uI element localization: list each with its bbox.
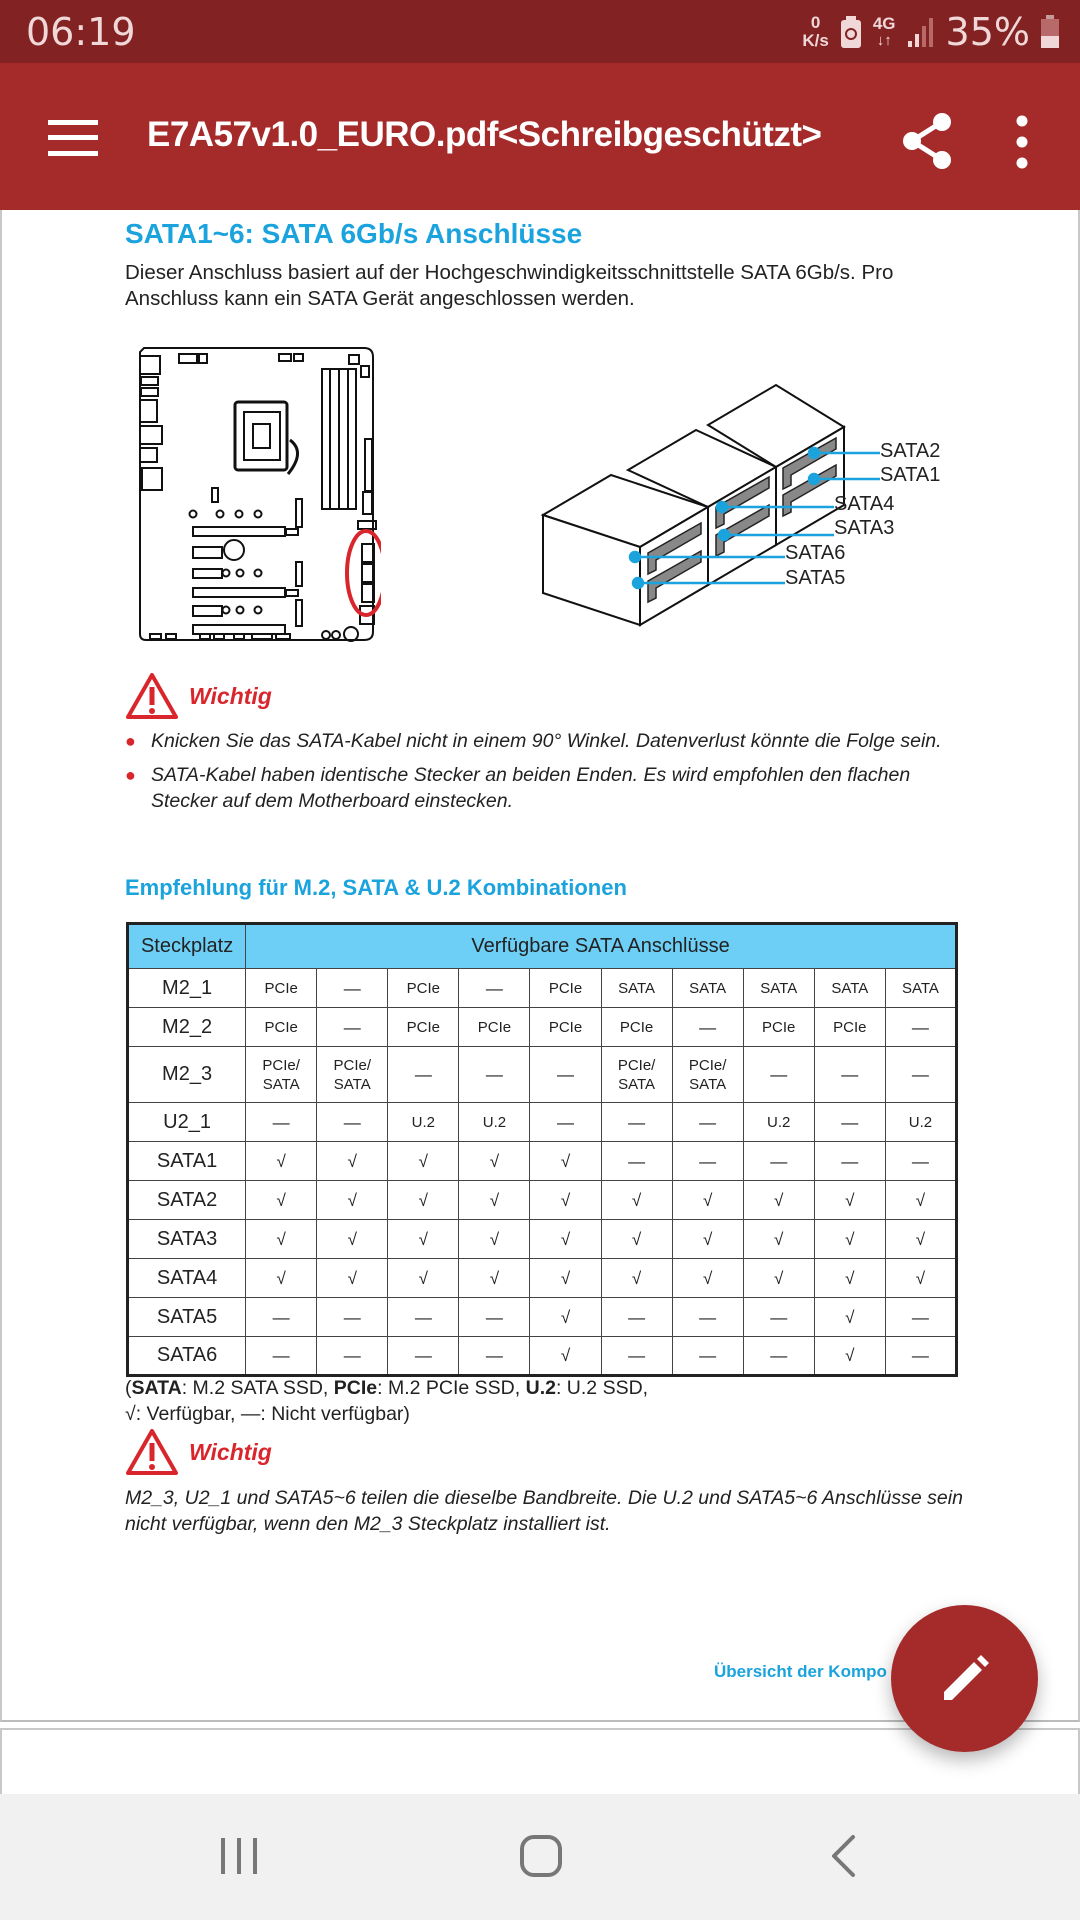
slot-name: SATA3 — [128, 1220, 246, 1259]
legend-pcie-key: PCIe — [333, 1377, 378, 1399]
table-cell: — — [885, 1298, 956, 1337]
table-cell: √ — [743, 1220, 814, 1259]
table-cell: √ — [530, 1181, 601, 1220]
section-heading: SATA1~6: SATA 6Gb/s Anschlüsse — [125, 218, 583, 249]
table-cell: PCIe — [814, 1008, 885, 1047]
slot-name: SATA2 — [128, 1181, 246, 1220]
back-icon — [829, 1834, 859, 1878]
label-sata2: SATA2 — [880, 440, 941, 462]
label-sata3: SATA3 — [834, 517, 895, 539]
header-ports: Verfügbare SATA Anschlüsse — [246, 924, 957, 969]
table-body — [128, 969, 957, 1376]
status-bar — [0, 0, 1080, 63]
table-cell: √ — [743, 1181, 814, 1220]
table-cell: — — [601, 1337, 672, 1376]
table-cell: √ — [885, 1220, 956, 1259]
hamburger-menu-icon[interactable] — [48, 120, 98, 156]
table-cell: — — [814, 1142, 885, 1181]
share-icon[interactable] — [900, 112, 954, 170]
table-cell: √ — [388, 1220, 459, 1259]
table-row — [128, 1142, 957, 1181]
warning-label: Wichtig — [189, 682, 272, 709]
table-cell: √ — [885, 1259, 956, 1298]
legend-line-2: √: Verfügbar, —: Nicht verfügbar) — [125, 1403, 410, 1425]
table-cell: — — [885, 1047, 956, 1103]
slot-name: SATA4 — [128, 1259, 246, 1298]
table-cell: √ — [388, 1181, 459, 1220]
table-cell: — — [885, 1142, 956, 1181]
table-cell: — — [885, 1337, 956, 1376]
table-cell: — — [317, 1298, 388, 1337]
table-cell: √ — [814, 1298, 885, 1337]
data-arrows: ↓↑ — [876, 32, 892, 49]
table-cell: √ — [601, 1259, 672, 1298]
table-cell: PCIe/ SATA — [317, 1047, 388, 1103]
warning-2-text: M2_3, U2_1 und SATA5~6 teilen die dieselbe Bandbreite. Die U.2 und SATA5~6 Anschlüsse sein nicht verfügbar, wenn den M2_3 Steckplatz installiert ist. — [125, 1487, 963, 1535]
table-cell: — — [246, 1337, 317, 1376]
table-cell: — — [743, 1337, 814, 1376]
table-cell: PCIe — [530, 1008, 601, 1047]
table-cell: √ — [459, 1142, 530, 1181]
table-cell: √ — [814, 1337, 885, 1376]
table-cell: √ — [246, 1259, 317, 1298]
page-footer-link[interactable]: Übersicht der Kompo — [714, 1662, 887, 1681]
warning-bullets — [125, 728, 965, 822]
bullet-dot: ● — [125, 731, 136, 751]
slot-name: SATA6 — [128, 1337, 246, 1376]
table-cell: — — [459, 969, 530, 1008]
table-cell: √ — [885, 1181, 956, 1220]
table-cell: — — [317, 1103, 388, 1142]
battery-icon — [1040, 14, 1060, 50]
home-icon — [518, 1833, 564, 1879]
net-speed-unit: K/s — [802, 31, 829, 50]
table-cell: — — [317, 1337, 388, 1376]
table-cell: — — [672, 1103, 743, 1142]
net-speed — [802, 14, 828, 50]
table-cell: PCIe — [601, 1008, 672, 1047]
table-cell: — — [459, 1298, 530, 1337]
table-cell: √ — [743, 1259, 814, 1298]
table-cell: — — [885, 1008, 956, 1047]
table-cell: — — [459, 1337, 530, 1376]
legend-line-1 — [125, 1375, 648, 1401]
home-button[interactable] — [501, 1824, 581, 1888]
combination-table — [126, 922, 958, 1377]
label-sata6: SATA6 — [785, 542, 846, 564]
net-speed-value: 0 — [810, 13, 821, 32]
table-cell: — — [246, 1103, 317, 1142]
table-cell: — — [672, 1298, 743, 1337]
table-cell: √ — [530, 1259, 601, 1298]
table-cell: √ — [601, 1181, 672, 1220]
back-button[interactable] — [804, 1824, 884, 1888]
warning-label: Wichtig — [189, 1438, 272, 1465]
table-cell: √ — [246, 1142, 317, 1181]
recents-icon — [217, 1836, 261, 1876]
table-cell: √ — [601, 1220, 672, 1259]
legend-paren: ( — [125, 1377, 132, 1399]
table-cell: √ — [246, 1181, 317, 1220]
legend-u2-desc: : U.2 SSD, — [555, 1377, 649, 1399]
motherboard-diagram — [136, 344, 381, 644]
label-sata4: SATA4 — [834, 493, 895, 515]
bullet-text: SATA-Kabel haben identische Stecker an beiden Enden. Es wird empfohlen den flachen Stecker auf dem Motherboard einstecken. — [151, 764, 911, 812]
slot-name: SATA5 — [128, 1298, 246, 1337]
warning-triangle-icon — [125, 672, 179, 720]
table-cell: √ — [530, 1337, 601, 1376]
status-icons — [802, 8, 1060, 56]
table-cell: √ — [672, 1181, 743, 1220]
table-cell: √ — [530, 1220, 601, 1259]
table-row — [128, 1298, 957, 1337]
table-cell: — — [743, 1298, 814, 1337]
table-cell: PCIe/ SATA — [601, 1047, 672, 1103]
table-cell: √ — [388, 1259, 459, 1298]
table-cell: √ — [459, 1220, 530, 1259]
table-cell: √ — [317, 1181, 388, 1220]
table-cell: — — [672, 1142, 743, 1181]
legend-pcie-desc: : M.2 PCIe SSD, — [377, 1377, 526, 1399]
table-cell: PCIe — [246, 1008, 317, 1047]
pdf-page[interactable] — [0, 210, 1080, 1722]
bullet-item — [125, 728, 965, 754]
table-cell: — — [388, 1298, 459, 1337]
table-cell: — — [530, 1103, 601, 1142]
table-cell: U.2 — [459, 1103, 530, 1142]
edit-pencil-icon — [938, 1652, 992, 1706]
table-cell: √ — [814, 1220, 885, 1259]
warning-block-1 — [125, 672, 272, 720]
table-cell: — — [601, 1142, 672, 1181]
table-cell: √ — [317, 1142, 388, 1181]
bullet-item — [125, 762, 965, 814]
table-cell: PCIe — [388, 1008, 459, 1047]
label-sata5: SATA5 — [785, 567, 846, 589]
data-saver-icon — [839, 14, 863, 50]
table-cell: √ — [317, 1220, 388, 1259]
table-cell: SATA — [814, 969, 885, 1008]
slot-name: U2_1 — [128, 1103, 246, 1142]
bullet-text: Knicken Sie das SATA-Kabel nicht in einem 90° Winkel. Datenverlust könnte die Folge sein. — [151, 730, 942, 752]
next-pdf-page[interactable] — [0, 1728, 1080, 1796]
battery-percent: 35% — [945, 10, 1030, 54]
table-cell: SATA — [743, 969, 814, 1008]
legend-u2-key: U.2 — [525, 1377, 556, 1399]
table-row — [128, 1103, 957, 1142]
table-cell: — — [317, 1008, 388, 1047]
label-sata1: SATA1 — [880, 464, 941, 486]
table-cell: √ — [317, 1259, 388, 1298]
document-title: E7A57v1.0_EURO.pdf<Schreibgeschützt> — [147, 115, 822, 154]
table-cell: — — [743, 1142, 814, 1181]
table-cell: PCIe/ SATA — [246, 1047, 317, 1103]
table-cell: √ — [388, 1142, 459, 1181]
table-row — [128, 1220, 957, 1259]
table-row — [128, 1337, 957, 1376]
table-cell: PCIe — [530, 969, 601, 1008]
table-cell: — — [814, 1047, 885, 1103]
table-cell: — — [814, 1103, 885, 1142]
table-row — [128, 1181, 957, 1220]
table-cell: √ — [459, 1259, 530, 1298]
table-cell: √ — [246, 1220, 317, 1259]
table-cell: — — [601, 1103, 672, 1142]
table-legend — [125, 1375, 648, 1427]
legend-sata-key: SATA — [131, 1377, 182, 1399]
table-cell: √ — [459, 1181, 530, 1220]
slot-name: M2_2 — [128, 1008, 246, 1047]
table-cell: — — [388, 1047, 459, 1103]
table-cell: √ — [530, 1298, 601, 1337]
table-cell: U.2 — [388, 1103, 459, 1142]
table-row — [128, 969, 957, 1008]
table-cell: PCIe — [388, 969, 459, 1008]
table-cell: — — [601, 1298, 672, 1337]
table-cell: — — [672, 1337, 743, 1376]
table-cell: U.2 — [743, 1103, 814, 1142]
table-cell: — — [743, 1047, 814, 1103]
table-cell: PCIe — [459, 1008, 530, 1047]
network-type-label: 4G — [872, 14, 896, 33]
table-cell: — — [317, 969, 388, 1008]
table-cell: PCIe/ SATA — [672, 1047, 743, 1103]
table-cell: — — [530, 1047, 601, 1103]
table-cell: SATA — [601, 969, 672, 1008]
more-vert-icon[interactable] — [1010, 113, 1034, 171]
table-cell: SATA — [885, 969, 956, 1008]
recents-button[interactable] — [199, 1824, 279, 1888]
table-cell: √ — [672, 1220, 743, 1259]
table-cell: PCIe — [743, 1008, 814, 1047]
legend-sata-desc: : M.2 SATA SSD, — [181, 1377, 334, 1399]
table-row — [128, 1259, 957, 1298]
combo-heading: Empfehlung für M.2, SATA & U.2 Kombinationen — [125, 875, 627, 900]
table-cell: SATA — [672, 969, 743, 1008]
network-4g-icon — [873, 15, 896, 49]
system-nav-bar — [0, 1794, 1080, 1920]
slot-name: SATA1 — [128, 1142, 246, 1181]
table-cell: √ — [672, 1259, 743, 1298]
section-description: Dieser Anschluss basiert auf der Hochgeschwindigkeitsschnittstelle SATA 6Gb/s. Pro Anschluss kann ein SATA Gerät angeschlossen werden. — [125, 261, 894, 310]
slot-name: M2_3 — [128, 1047, 246, 1103]
header-slot: Steckplatz — [128, 924, 246, 969]
app-bar — [0, 63, 1080, 210]
status-time: 06:19 — [26, 10, 136, 54]
edit-fab-button[interactable] — [891, 1605, 1038, 1752]
table-row — [128, 1008, 957, 1047]
table-cell: — — [388, 1337, 459, 1376]
table-cell: — — [672, 1008, 743, 1047]
table-cell: — — [459, 1047, 530, 1103]
table-cell: PCIe — [246, 969, 317, 1008]
table-cell: U.2 — [885, 1103, 956, 1142]
bullet-dot: ● — [125, 765, 136, 785]
table-row — [128, 1047, 957, 1103]
warning-block-2 — [125, 1428, 272, 1476]
signal-icon — [906, 15, 936, 49]
slot-name: M2_1 — [128, 969, 246, 1008]
table-cell: √ — [814, 1259, 885, 1298]
warning-triangle-icon — [125, 1428, 179, 1476]
table-cell: √ — [814, 1181, 885, 1220]
table-cell: — — [246, 1298, 317, 1337]
table-cell: √ — [530, 1142, 601, 1181]
